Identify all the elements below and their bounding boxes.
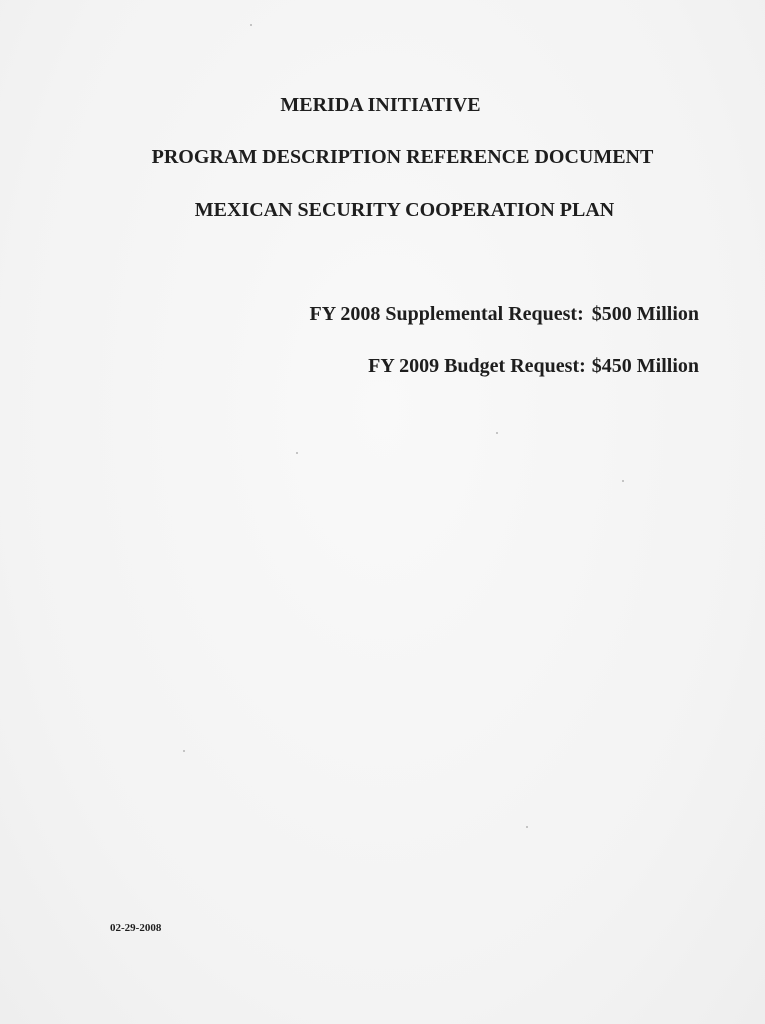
scan-speck — [496, 432, 498, 434]
fy2009-request-line — [368, 355, 699, 378]
scan-speck — [296, 452, 298, 454]
scan-speck — [250, 24, 252, 26]
scan-speck — [622, 480, 624, 482]
fy2009-request-amount: $450 Million — [591, 355, 699, 377]
fy2008-request-label: FY 2008 Supplemental Request: — [309, 303, 584, 325]
document-subtitle: PROGRAM DESCRIPTION REFERENCE DOCUMENT — [151, 146, 654, 168]
document-title: MERIDA INITIATIVE — [280, 94, 481, 116]
scan-speck — [183, 750, 185, 752]
fy2009-request-label: FY 2009 Budget Request: — [368, 355, 586, 377]
fy2008-request-line — [309, 303, 699, 326]
scan-speck — [526, 826, 528, 828]
plan-title: MEXICAN SECURITY COOPERATION PLAN — [194, 199, 615, 221]
document-date: 02-29-2008 — [110, 922, 162, 934]
fy2008-request-amount: $500 Million — [591, 303, 699, 325]
